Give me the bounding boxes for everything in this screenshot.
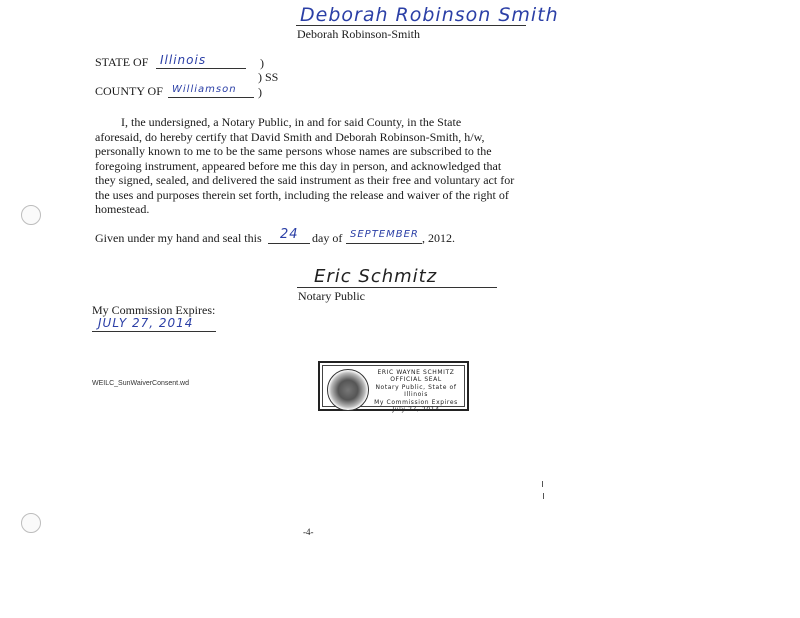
body-line-4: foregoing instrument, appeared before me this day in person, and acknowledged that: [95, 158, 502, 173]
given-day-handwritten: 24: [280, 227, 299, 242]
body-line-7: homestead.: [95, 202, 150, 216]
given-prefix: Given under my hand and seal this: [95, 231, 262, 245]
body-line-2: aforesaid, do hereby certify that David Smith and Deborah Robinson-Smith, h/w,: [95, 129, 485, 144]
body-line-6: the uses and purposes therein set forth, including the release and waiver of the right of: [95, 187, 509, 202]
state-bracket: ): [260, 56, 264, 70]
seal-official: OFFICIAL SEAL: [390, 376, 442, 384]
commission-date-handwritten: JULY 27, 2014: [98, 316, 194, 330]
seal-date: July 27, 2014: [392, 406, 440, 414]
seal-state: Notary Public, State of Illinois: [375, 383, 457, 399]
given-year: , 2012.: [422, 231, 455, 245]
body-line-1: I, the undersigned, a Notary Public, in and for said County, in the State: [121, 115, 462, 129]
top-signature-line: [296, 25, 526, 26]
body-line-5: they signed, sealed, and delivered the said instrument as their free and voluntary act for: [95, 173, 515, 187]
notary-signature-line: [297, 287, 497, 288]
state-seal-emblem: [327, 369, 369, 411]
seal-text: [371, 369, 461, 413]
punch-hole-top: [21, 205, 41, 225]
ss-label: ) SS: [258, 70, 279, 84]
punch-hole-bottom: [21, 513, 41, 533]
notary-seal-stamp: [318, 361, 469, 414]
seal-commission: My Commission Expires: [374, 398, 458, 406]
notary-public-label: Notary Public: [298, 289, 365, 303]
state-value-handwritten: Illinois: [160, 53, 207, 67]
county-value-handwritten: Williamson: [172, 84, 237, 95]
given-month-handwritten: SEPTEMBER: [350, 229, 419, 240]
county-line: [168, 97, 254, 98]
given-month-line: [346, 243, 422, 244]
given-day-line: [268, 243, 310, 244]
notary-signature: Eric Schmitz: [314, 266, 438, 287]
file-name: WEILC_SunWaiverConsent.wd: [92, 380, 190, 387]
state-label: STATE OF: [95, 55, 149, 69]
county-label: COUNTY OF: [95, 84, 163, 98]
body-line-3: personally known to me to be the same persons whose names are subscribed to the: [95, 144, 492, 158]
seal-name: ERIC WAYNE SCHMITZ: [377, 369, 455, 376]
commission-line: [92, 331, 216, 332]
commission-label: My Commission Expires:: [92, 303, 216, 317]
scan-mark: [542, 481, 543, 487]
printed-name: Deborah Robinson-Smith: [297, 27, 420, 41]
given-day-of: day of: [312, 231, 343, 245]
county-bracket: ): [258, 85, 262, 99]
state-line: [156, 68, 246, 69]
top-handwritten-signature: Deborah Robinson Smith: [300, 4, 559, 26]
scan-mark: [543, 493, 544, 499]
page-number: -4-: [303, 527, 314, 537]
